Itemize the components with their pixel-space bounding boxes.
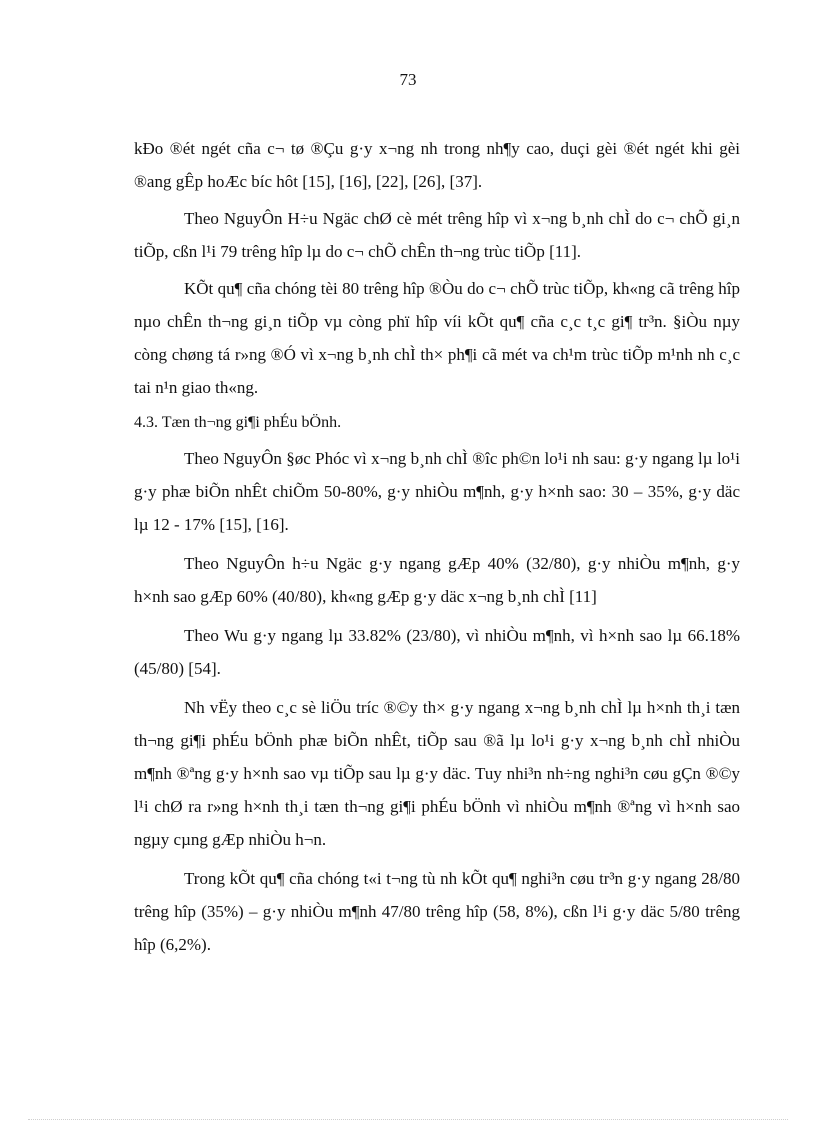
page-number: 73 — [399, 70, 417, 89]
paragraph-5: Theo NguyÔn h÷u Ngäc g·y ngang gÆp 40% (32/80), g·y nhiÒu m¶nh, g·y h×nh sao gÆp 60% (40/80), kh«ng gÆp g·y däc x¬ng b¸nh chÌ [11] — [134, 554, 740, 606]
bottom-divider — [28, 1119, 788, 1120]
body-text — [134, 132, 740, 961]
paragraph-7: Nh vËy theo c¸c sè liÖu tríc ®©y th× g·y ngang x¬ng b¸nh chÌ lµ h×nh th¸i tæn th¬ng gi¶i phÉu bÖnh phæ biÕn nhÊt, tiÕp sau ®ã lµ lo¹i g·y x¬ng b¸nh chÌ nhiÒu m¶nh ®ªng g·y h×nh sao vµ tiÕp sau lµ g·y däc. Tuy nhi³n nh÷ng nghi³n cøu gÇn ®©y l¹i chØ ra r»ng h×nh th¸i tæn th¬ng gi¶i phÉu bÖnh vì nhiÒu m¶nh ®ªng vì h×nh sao ngµy cµng gÆp nhiÒu h¬n. — [134, 698, 740, 849]
paragraph-6: Theo Wu g·y ngang lµ 33.82% (23/80), vì nhiÒu m¶nh, vì h×nh sao lµ 66.18% (45/80) [54]. — [134, 626, 740, 678]
section-heading: 4.3. Tæn th¬ng gi¶i phÉu bÖnh. — [134, 414, 342, 431]
paragraph-2: Theo NguyÔn H÷u Ngäc chØ cè mét trêng hîp vì x¬ng b¸nh chÌ do c¬ chÕ gi¸n tiÕp, cßn l¹i 79 trêng hîp lµ do c¬ chÕ chÊn th¬ng trùc tiÕp [11]. — [134, 209, 740, 261]
paragraph-1: kĐo ®ét ngét cña c¬ tø ®Çu g·y x¬ng nh trong nh¶y cao, duçi gèi ®ét ngét khi gèi ®ang gÊp hoÆc bíc hôt [15], [16], [22], [26], [37]. — [134, 139, 740, 191]
paragraph-8: Trong kÕt qu¶ cña chóng t«i t¬ng tù nh kÕt qu¶ nghi³n cøu tr³n g·y ngang 28/80 trêng hîp (35%) – g·y nhiÒu m¶nh 47/80 trêng hîp (58, 8%), cßn l¹i g·y däc 5/80 trêng hîp (6,2%). — [134, 869, 740, 954]
paragraph-4: Theo NguyÔn §øc Phóc vì x¬ng b¸nh chÌ ®îc ph©n lo¹i nh sau: g·y ngang lµ lo¹i g·y phæ biÕn nhÊt chiÕm 50-80%, g·y nhiÒu m¶nh, g·y h×nh sao: 30 – 35%, g·y däc lµ 12 - 17% [15], [16]. — [134, 449, 740, 534]
paragraph-3: KÕt qu¶ cña chóng tèi 80 trêng hîp ®Òu do c¬ chÕ trùc tiÕp, kh«ng cã trêng hîp nµo chÊn th¬ng gi¸n tiÕp vµ còng phï hîp víi kÕt qu¶ cña c¸c t¸c gi¶ tr³n. §iÒu nµy còng chøng tá r»ng ®Ó vì x¬ng b¸nh chÌ th× ph¶i cã mét va ch¹m trùc tiÕp m¹nh nh c¸c tai n¹n giao th«ng. — [134, 279, 740, 397]
